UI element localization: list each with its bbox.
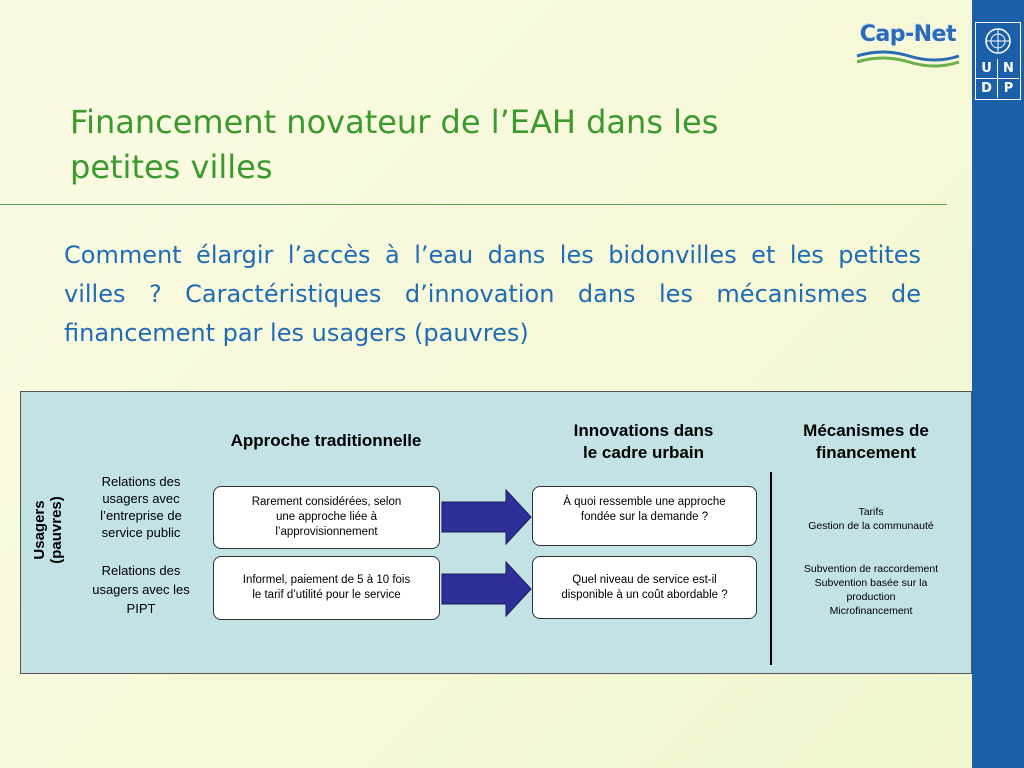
box-line: Informel, paiement de 5 à 10 fois <box>242 574 411 586</box>
box-line: le tarif d’utilité pour le service <box>252 589 401 601</box>
mechanisms-divider <box>770 472 772 665</box>
users-vertical-label <box>31 490 65 570</box>
capnet-logo-text: Cap-Net <box>859 22 957 47</box>
right-sidebar-band <box>972 0 1024 768</box>
header-traditional: Approche traditionnelle <box>230 431 422 450</box>
header-mechanisms <box>776 420 956 464</box>
row-label-line: usagers avec <box>102 491 180 506</box>
intro-text: Comment élargir l’accès à l’eau dans les bidonvilles et les petites villes ? Caractéristiques d’innovation dans les mécanismes de financement par les usagers (pauvres) <box>64 241 921 347</box>
mechanism-item: production <box>846 591 896 603</box>
header-innovations-line: Innovations dans <box>573 421 714 440</box>
traditional-box-2 <box>213 556 440 620</box>
box-line: l’approvisionnement <box>275 526 378 538</box>
title-divider <box>0 204 947 205</box>
wave-icon <box>855 50 961 70</box>
innovation-box-2 <box>532 556 757 619</box>
row-label-public-utility <box>81 473 201 541</box>
mechanism-item: Microfinancement <box>829 605 913 617</box>
row-label-pipt <box>81 561 201 618</box>
mechanism-item: Subvention de raccordement <box>803 563 939 575</box>
header-mechanisms-line: financement <box>815 443 917 462</box>
row-label-line: service public <box>101 525 181 540</box>
undp-letter-p: P <box>1003 81 1014 96</box>
innovation-box-1 <box>532 486 757 546</box>
header-innovations <box>536 420 751 464</box>
page-title-line-2: petites villes <box>70 148 273 186</box>
page-title-line-1: Financement novateur de l’EAH dans les <box>70 103 719 141</box>
capnet-logo <box>855 22 961 70</box>
page-title <box>70 100 850 190</box>
box-line: Rarement considérées, selon <box>251 496 402 508</box>
row-label-line: l’entreprise de <box>100 508 182 523</box>
box-line: À quoi ressemble une approche <box>563 496 726 508</box>
header-mechanisms-line: Mécanismes de <box>803 421 929 440</box>
undp-letter-u: U <box>976 59 998 79</box>
row-label-line: usagers avec les <box>92 582 190 597</box>
diagram-panel <box>20 391 972 674</box>
undp-letter-grid <box>976 59 1020 99</box>
users-label-line-1: Usagers <box>31 500 48 560</box>
mechanism-item: Tarifs <box>858 506 884 518</box>
header-innovations-line: le cadre urbain <box>583 443 704 462</box>
mechanism-item: Gestion de la communauté <box>808 520 934 532</box>
box-line: Quel niveau de service est-il <box>572 573 717 586</box>
box-line: fondée sur la demande ? <box>580 511 709 523</box>
undp-letter-d: D <box>976 79 998 98</box>
row-label-line: Relations des <box>101 563 181 578</box>
users-label-line-2: (pauvres) <box>48 496 65 564</box>
undp-letter-n: N <box>998 59 1019 79</box>
mechanism-group-1 <box>781 505 961 533</box>
box-line: disponible à un coût abordable ? <box>561 588 728 601</box>
arrow-right-icon <box>440 560 533 618</box>
mechanism-group-2 <box>781 562 961 618</box>
row-label-line: Relations des <box>101 474 181 489</box>
row-label-line: PIPT <box>126 601 156 616</box>
mechanism-item: Subvention basée sur la <box>814 577 928 589</box>
arrow-right-icon <box>440 488 533 546</box>
traditional-box-1 <box>213 486 440 549</box>
undp-logo <box>975 22 1021 100</box>
box-line: une approche liée à <box>275 511 378 523</box>
un-emblem-icon <box>984 27 1012 55</box>
